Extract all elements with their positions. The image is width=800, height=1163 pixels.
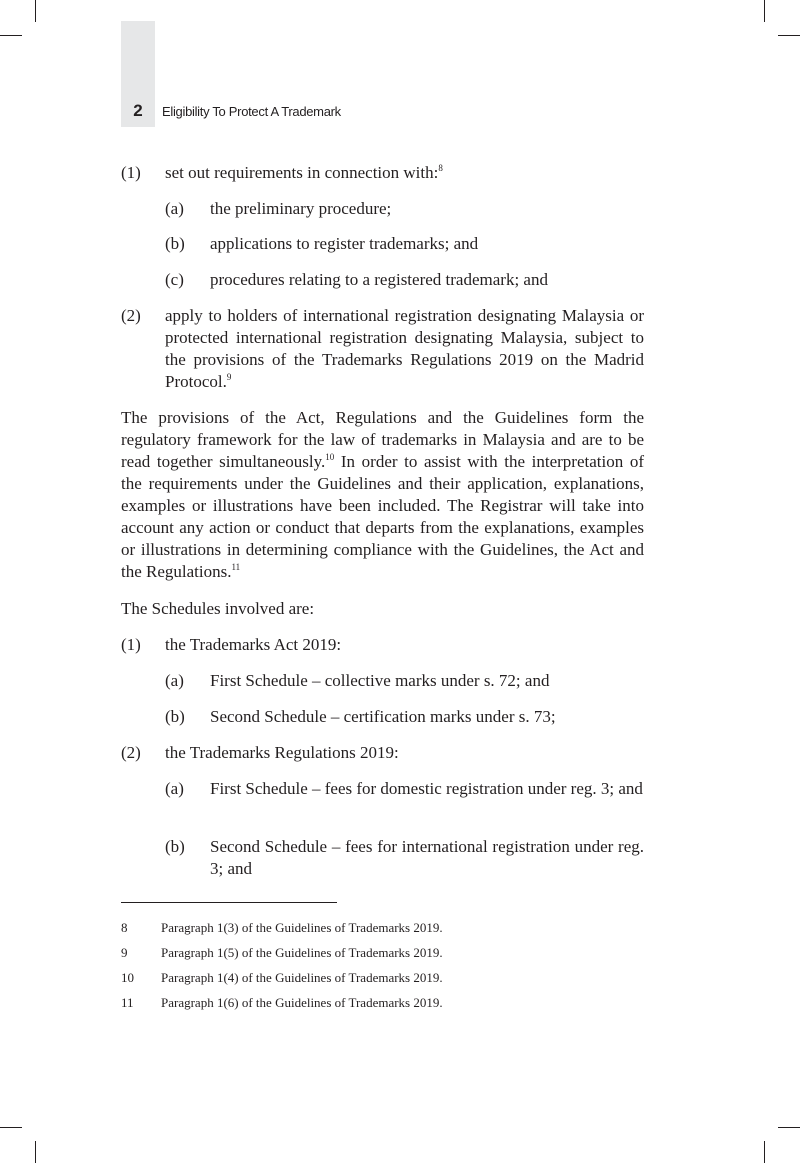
- crop-mark: [778, 1127, 800, 1128]
- list-letter: (b): [165, 234, 185, 253]
- page-number: 2: [133, 101, 143, 120]
- list-text: set out requirements in connection with:: [165, 163, 439, 182]
- list-text: apply to holders of international registration designating Malaysia or protected international registration designating Malaysia, subject to the provisions of the Trademarks Regulations 2019 on the Madrid Protocol.: [165, 306, 644, 391]
- crop-mark: [778, 35, 800, 36]
- list-number: (2): [121, 306, 141, 325]
- footnote-ref: 9: [226, 372, 232, 382]
- footnote-ref: 11: [231, 562, 241, 572]
- crop-mark: [0, 1127, 22, 1128]
- footnote-ref: 10: [325, 452, 335, 462]
- body-paragraph: The provisions of the Act, Regulations and the Guidelines form the regulatory framework for the law of trademarks in Malaysia and are to be read together simultaneously.$^{10}$ In order to assist with the interpretation of the requirements under the Guidelines and their application, explanations, examples or illustrations have been included. The Registrar will take into account any action or conduct that departs from the explanations, examples or illustrations in determining compliance with the Guidelines, the Act and the Regulations.$^{11}$: [121, 408, 644, 581]
- list-text: applications to register trademarks; and: [210, 234, 479, 253]
- footnote-text: Paragraph 1(3) of the Guidelines of Trademarks 2019.: [161, 920, 443, 935]
- running-title: Eligibility To Protect A Trademark: [162, 104, 341, 119]
- footnote-divider: [121, 902, 337, 903]
- crop-mark: [35, 1141, 36, 1163]
- list-text: procedures relating to a registered trademark; and: [210, 270, 548, 289]
- footnote-ref: 8: [438, 163, 443, 173]
- list-text: First Schedule – collective marks under s. 72; and: [210, 671, 550, 690]
- list-letter: (c): [165, 270, 184, 289]
- list-text: Second Schedule – fees for international registration under reg. 3; and: [210, 837, 644, 878]
- list-text: the Trademarks Regulations 2019:: [165, 743, 399, 762]
- footnote-text: Paragraph 1(5) of the Guidelines of Trademarks 2019.: [161, 945, 443, 960]
- list-number: (2): [121, 743, 141, 762]
- list-text: First Schedule – fees for domestic registration under reg. 3; and: [210, 779, 643, 798]
- list-letter: (b): [165, 837, 185, 856]
- footnote-number: 8: [121, 920, 128, 935]
- list-text: the Trademarks Act 2019:: [165, 635, 342, 654]
- list-text: the preliminary procedure;: [210, 199, 392, 218]
- crop-mark: [764, 0, 765, 22]
- crop-mark: [35, 0, 36, 22]
- crop-mark: [0, 35, 22, 36]
- crop-mark: [764, 1141, 765, 1163]
- footnote-text: Paragraph 1(6) of the Guidelines of Trademarks 2019.: [161, 995, 443, 1010]
- list-letter: (a): [165, 779, 184, 798]
- list-number: (1): [121, 635, 141, 654]
- footnote-number: 11: [121, 995, 134, 1010]
- list-letter: (a): [165, 671, 184, 690]
- list-number: (1): [121, 163, 141, 182]
- footnote-number: 9: [121, 945, 128, 960]
- footnote-text: Paragraph 1(4) of the Guidelines of Trademarks 2019.: [161, 970, 443, 985]
- schedules-intro: The Schedules involved are:: [121, 599, 315, 618]
- list-letter: (a): [165, 199, 184, 218]
- list-letter: (b): [165, 707, 185, 726]
- list-text: Second Schedule – certification marks under s. 73;: [210, 707, 556, 726]
- footnote-number: 10: [121, 970, 134, 985]
